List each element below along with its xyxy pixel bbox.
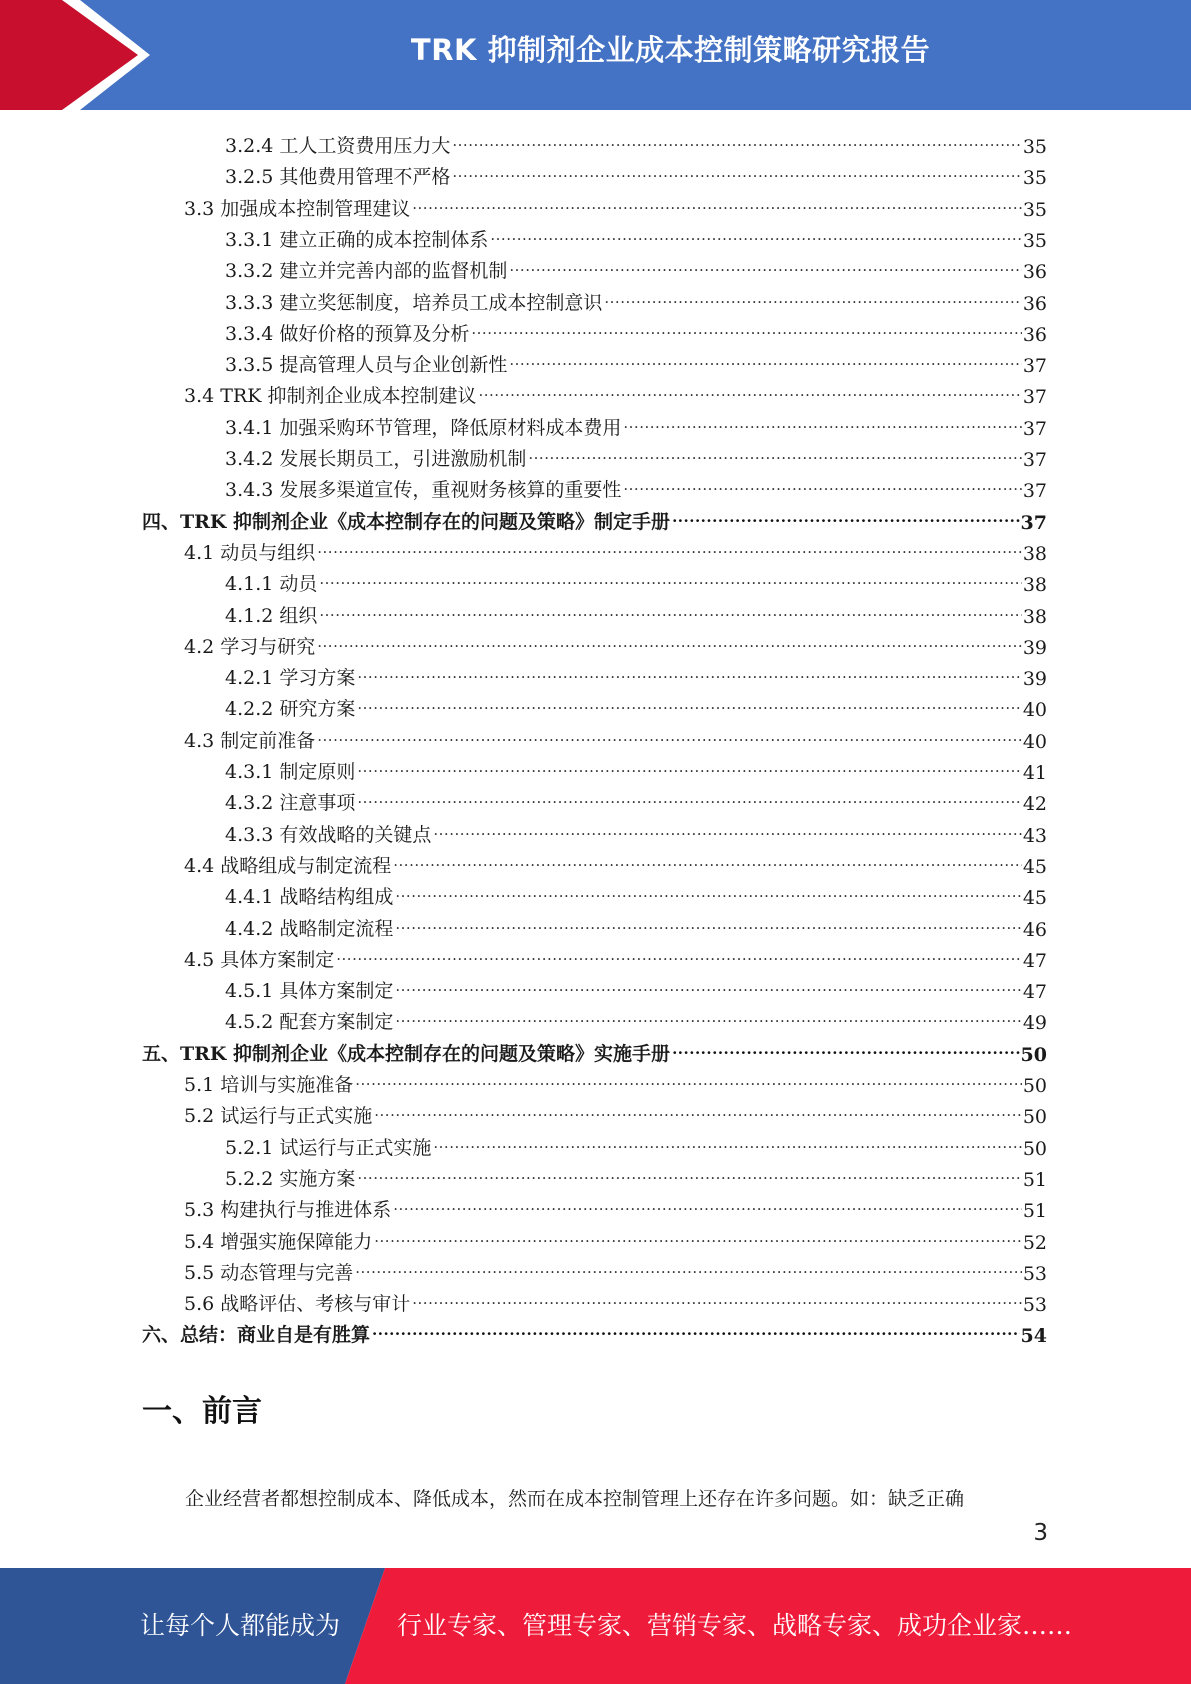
toc-entry-title: 3.2.5 其他费用管理不严格 bbox=[225, 166, 451, 189]
toc-entry-page: 37 bbox=[1022, 417, 1047, 440]
toc-entry-title: 五、TRK 抑制剂企业《成本控制存在的问题及策略》实施手册 bbox=[142, 1042, 671, 1065]
toc-entry[interactable] bbox=[225, 816, 1047, 847]
toc-leader-dots bbox=[319, 599, 1021, 623]
toc-entry-page: 54 bbox=[1020, 1325, 1047, 1348]
toc-entry[interactable] bbox=[225, 1003, 1047, 1034]
toc-entry-title: 5.1 培训与实施准备 bbox=[184, 1074, 354, 1096]
toc-entry[interactable] bbox=[184, 722, 1047, 753]
toc-entry-title: 4.3.1 制定原则 bbox=[225, 761, 356, 783]
toc-entry[interactable] bbox=[225, 565, 1047, 596]
toc-entry-title: 4.1.1 动员 bbox=[225, 573, 318, 596]
toc-leader-dots bbox=[395, 912, 1021, 936]
toc-entry[interactable] bbox=[184, 377, 1047, 408]
toc-entry-title: 5.5 动态管理与完善 bbox=[184, 1261, 354, 1284]
toc-entry[interactable] bbox=[225, 753, 1047, 784]
toc-entry-page: 47 bbox=[1022, 981, 1047, 1004]
toc-entry[interactable] bbox=[184, 534, 1047, 565]
toc-entry[interactable] bbox=[225, 315, 1047, 346]
toc-leader-dots bbox=[604, 286, 1021, 310]
toc-entry-page: 50 bbox=[1020, 1043, 1047, 1066]
toc-entry[interactable] bbox=[225, 409, 1047, 440]
toc-entry-page: 37 bbox=[1020, 511, 1047, 534]
toc-entry-page: 47 bbox=[1022, 949, 1047, 972]
toc-entry[interactable] bbox=[225, 440, 1047, 471]
toc-entry-page: 53 bbox=[1022, 1262, 1047, 1285]
toc-entry[interactable] bbox=[184, 1191, 1047, 1222]
toc-entry-page: 35 bbox=[1022, 167, 1047, 190]
toc-entry-title: 5.2 试运行与正式实施 bbox=[184, 1105, 373, 1128]
toc-entry-title: 4.5.1 具体方案制定 bbox=[225, 980, 394, 1003]
toc-leader-dots bbox=[490, 223, 1021, 247]
toc-entry-page: 35 bbox=[1022, 198, 1047, 221]
toc-leader-dots bbox=[372, 1318, 1020, 1342]
footer-slogan-left: 让每个人都能成为 bbox=[140, 1611, 341, 1640]
toc-leader-dots bbox=[336, 943, 1022, 967]
toc-entry[interactable] bbox=[184, 190, 1047, 221]
toc-entry-page: 49 bbox=[1022, 1012, 1047, 1035]
toc-entry[interactable] bbox=[225, 690, 1047, 721]
toc-entry-title: 5.4 增强实施保障能力 bbox=[184, 1230, 373, 1253]
toc-entry-page: 38 bbox=[1022, 605, 1047, 628]
toc-entry-title: 4.3.3 有效战略的关键点 bbox=[225, 823, 432, 846]
toc-leader-dots bbox=[319, 567, 1021, 591]
toc-leader-dots bbox=[471, 317, 1021, 341]
toc-entry-title: 4.3 制定前准备 bbox=[184, 729, 316, 752]
toc-entry[interactable] bbox=[225, 252, 1047, 283]
toc-leader-dots bbox=[374, 1099, 1022, 1123]
toc-leader-dots bbox=[395, 1005, 1021, 1029]
toc-leader-dots bbox=[509, 254, 1021, 278]
toc-entry[interactable] bbox=[142, 1316, 1047, 1347]
toc-entry-title: 3.3.5 提高管理人员与企业创新性 bbox=[225, 354, 508, 377]
toc-leader-dots bbox=[355, 1068, 1022, 1092]
toc-entry-page: 38 bbox=[1022, 574, 1047, 597]
toc-entry-page: 36 bbox=[1022, 292, 1047, 315]
toc-leader-dots bbox=[317, 724, 1022, 748]
toc-entry-title: 5.6 战略评估、考核与审计 bbox=[184, 1293, 411, 1316]
toc-entry-page: 39 bbox=[1022, 636, 1047, 659]
toc-entry-title: 3.3.1 建立正确的成本控制体系 bbox=[225, 228, 489, 251]
toc-leader-dots bbox=[433, 1131, 1021, 1155]
toc-leader-dots bbox=[357, 1162, 1021, 1186]
toc-entry-page: 50 bbox=[1022, 1137, 1047, 1160]
toc-entry-page: 50 bbox=[1022, 1106, 1047, 1129]
toc-leader-dots bbox=[395, 880, 1021, 904]
toc-entry-page: 45 bbox=[1022, 855, 1047, 878]
toc-entry[interactable] bbox=[225, 127, 1047, 158]
toc-entry-page: 36 bbox=[1022, 323, 1047, 346]
toc-entry-page: 37 bbox=[1022, 386, 1047, 409]
toc-entry-title: 3.4.1 加强采购环节管理，降低原材料成本费用 bbox=[225, 416, 622, 439]
toc-entry[interactable] bbox=[225, 221, 1047, 252]
toc-entry-title: 4.3.2 注意事项 bbox=[225, 792, 356, 815]
toc-leader-dots bbox=[452, 160, 1021, 184]
toc-leader-dots bbox=[528, 442, 1021, 466]
toc-entry-page: 43 bbox=[1022, 824, 1047, 847]
toc-entry-title: 4.5 具体方案制定 bbox=[184, 948, 335, 971]
toc-entry-page: 38 bbox=[1022, 542, 1047, 565]
toc-leader-dots bbox=[355, 1256, 1022, 1280]
toc-entry-title: 4.1 动员与组织 bbox=[184, 541, 316, 564]
toc-entry-title: 3.3.2 建立并完善内部的监督机制 bbox=[225, 260, 508, 283]
toc-entry-title: 3.3.4 做好价格的预算及分析 bbox=[225, 322, 470, 345]
toc-entry[interactable] bbox=[184, 1285, 1047, 1316]
toc-entry[interactable] bbox=[184, 847, 1047, 878]
toc-entry-title: 4.5.2 配套方案制定 bbox=[225, 1011, 394, 1034]
toc-leader-dots bbox=[357, 661, 1021, 685]
toc-leader-dots bbox=[357, 755, 1021, 779]
toc-leader-dots bbox=[317, 536, 1022, 560]
toc-entry[interactable] bbox=[225, 158, 1047, 189]
toc-leader-dots bbox=[357, 786, 1021, 810]
toc-leader-dots bbox=[412, 1287, 1022, 1311]
toc-entry-page: 40 bbox=[1022, 699, 1047, 722]
toc-entry-page: 45 bbox=[1022, 887, 1047, 910]
toc-leader-dots bbox=[623, 411, 1021, 435]
toc-leader-dots bbox=[623, 473, 1021, 497]
toc-entry[interactable] bbox=[142, 503, 1047, 534]
toc-leader-dots bbox=[317, 630, 1022, 654]
toc-leader-dots bbox=[509, 348, 1021, 372]
toc-entry-title: 4.4.2 战略制定流程 bbox=[225, 917, 394, 940]
toc-entry-page: 36 bbox=[1022, 261, 1047, 284]
toc-entry[interactable] bbox=[142, 1035, 1047, 1066]
section-heading: 一、前言 bbox=[142, 1394, 262, 1429]
toc-entry[interactable] bbox=[225, 784, 1047, 815]
toc-entry[interactable] bbox=[225, 878, 1047, 909]
toc-entry-page: 42 bbox=[1022, 793, 1047, 816]
header-banner bbox=[0, 0, 1191, 110]
toc-leader-dots bbox=[374, 1225, 1022, 1249]
toc-entry[interactable] bbox=[225, 471, 1047, 502]
toc-leader-dots bbox=[393, 849, 1022, 873]
toc-entry[interactable] bbox=[184, 628, 1047, 659]
toc-leader-dots bbox=[412, 192, 1022, 216]
toc-entry-page: 53 bbox=[1022, 1294, 1047, 1317]
toc-entry-title: 5.2.1 试运行与正式实施 bbox=[225, 1136, 432, 1159]
toc-leader-dots bbox=[395, 974, 1021, 998]
toc-entry[interactable] bbox=[225, 1129, 1047, 1160]
toc-entry-page: 37 bbox=[1022, 449, 1047, 471]
toc-entry-title: 5.3 构建执行与推进体系 bbox=[184, 1199, 392, 1222]
toc-entry[interactable] bbox=[184, 1066, 1047, 1097]
toc-entry[interactable] bbox=[184, 1254, 1047, 1285]
toc-entry-title: 3.2.4 工人工资费用压力大 bbox=[225, 135, 451, 157]
toc-entry-page: 46 bbox=[1022, 918, 1047, 941]
toc-entry[interactable] bbox=[225, 346, 1047, 377]
toc-entry[interactable] bbox=[184, 1097, 1047, 1128]
toc-leader-dots bbox=[672, 1037, 1019, 1061]
footer-slogan-right: 行业专家、管理专家、营销专家、战略专家、成功企业家…… bbox=[397, 1611, 1073, 1640]
toc-entry-title: 3.4.2 发展长期员工，引进激励机制 bbox=[225, 448, 527, 470]
toc-leader-dots bbox=[393, 1193, 1022, 1217]
toc-entry-page: 40 bbox=[1022, 730, 1047, 753]
toc-leader-dots bbox=[433, 818, 1021, 842]
body-paragraph: 企业经营者都想控制成本、降低成本，然而在成本控制管理上还存在许多问题。如：缺乏正确 bbox=[185, 1488, 965, 1510]
toc-entry[interactable] bbox=[225, 910, 1047, 941]
toc-entry-page: 52 bbox=[1022, 1231, 1047, 1254]
toc-entry-page: 41 bbox=[1022, 762, 1047, 784]
toc-entry[interactable] bbox=[184, 1223, 1047, 1254]
toc-entry-page: 37 bbox=[1022, 480, 1047, 503]
toc-entry[interactable] bbox=[225, 659, 1047, 690]
toc-entry-page: 35 bbox=[1022, 136, 1047, 158]
toc-entry-title: 3.4 TRK 抑制剂企业成本控制建议 bbox=[184, 385, 477, 408]
toc-entry-title: 4.4 战略组成与制定流程 bbox=[184, 854, 392, 877]
toc-entry-page: 51 bbox=[1022, 1168, 1047, 1191]
toc-entry-title: 4.1.2 组织 bbox=[225, 604, 318, 627]
toc-entry-title: 3.4.3 发展多渠道宣传，重视财务核算的重要性 bbox=[225, 479, 622, 502]
toc-leader-dots bbox=[452, 129, 1021, 153]
toc-leader-dots bbox=[672, 505, 1019, 529]
toc-entry[interactable] bbox=[225, 1160, 1047, 1191]
toc-entry-page: 39 bbox=[1022, 668, 1047, 691]
toc-entry[interactable] bbox=[225, 972, 1047, 1003]
toc-entry-page: 37 bbox=[1022, 355, 1047, 378]
page-number: 3 bbox=[1033, 1520, 1048, 1546]
document-title: TRK 抑制剂企业成本控制策略研究报告 bbox=[410, 33, 931, 67]
toc-entry-title: 4.2 学习与研究 bbox=[184, 635, 316, 658]
toc-entry-page: 50 bbox=[1022, 1075, 1047, 1097]
toc-entry-title: 4.2.2 研究方案 bbox=[225, 698, 356, 721]
toc-leader-dots bbox=[357, 692, 1021, 716]
toc-entry[interactable] bbox=[225, 597, 1047, 628]
toc-entry[interactable] bbox=[184, 941, 1047, 972]
toc-entry-page: 51 bbox=[1022, 1200, 1047, 1223]
footer-banner bbox=[0, 1568, 1191, 1684]
toc-entry-title: 4.4.1 战略结构组成 bbox=[225, 886, 394, 909]
toc-entry-title: 4.2.1 学习方案 bbox=[225, 667, 356, 690]
toc-entry[interactable] bbox=[225, 284, 1047, 315]
toc-entry-title: 3.3 加强成本控制管理建议 bbox=[184, 197, 411, 220]
toc-entry-title: 5.2.2 实施方案 bbox=[225, 1167, 356, 1190]
toc-leader-dots bbox=[478, 379, 1021, 403]
toc-entry-page: 35 bbox=[1022, 229, 1047, 252]
toc-entry-title: 六、总结：商业自是有胜算 bbox=[142, 1324, 371, 1347]
toc-entry-title: 3.3.3 建立奖惩制度，培养员工成本控制意识 bbox=[225, 291, 603, 314]
toc-entry-title: 四、TRK 抑制剂企业《成本控制存在的问题及策略》制定手册 bbox=[142, 510, 671, 533]
header-chevron-logo bbox=[0, 0, 150, 110]
